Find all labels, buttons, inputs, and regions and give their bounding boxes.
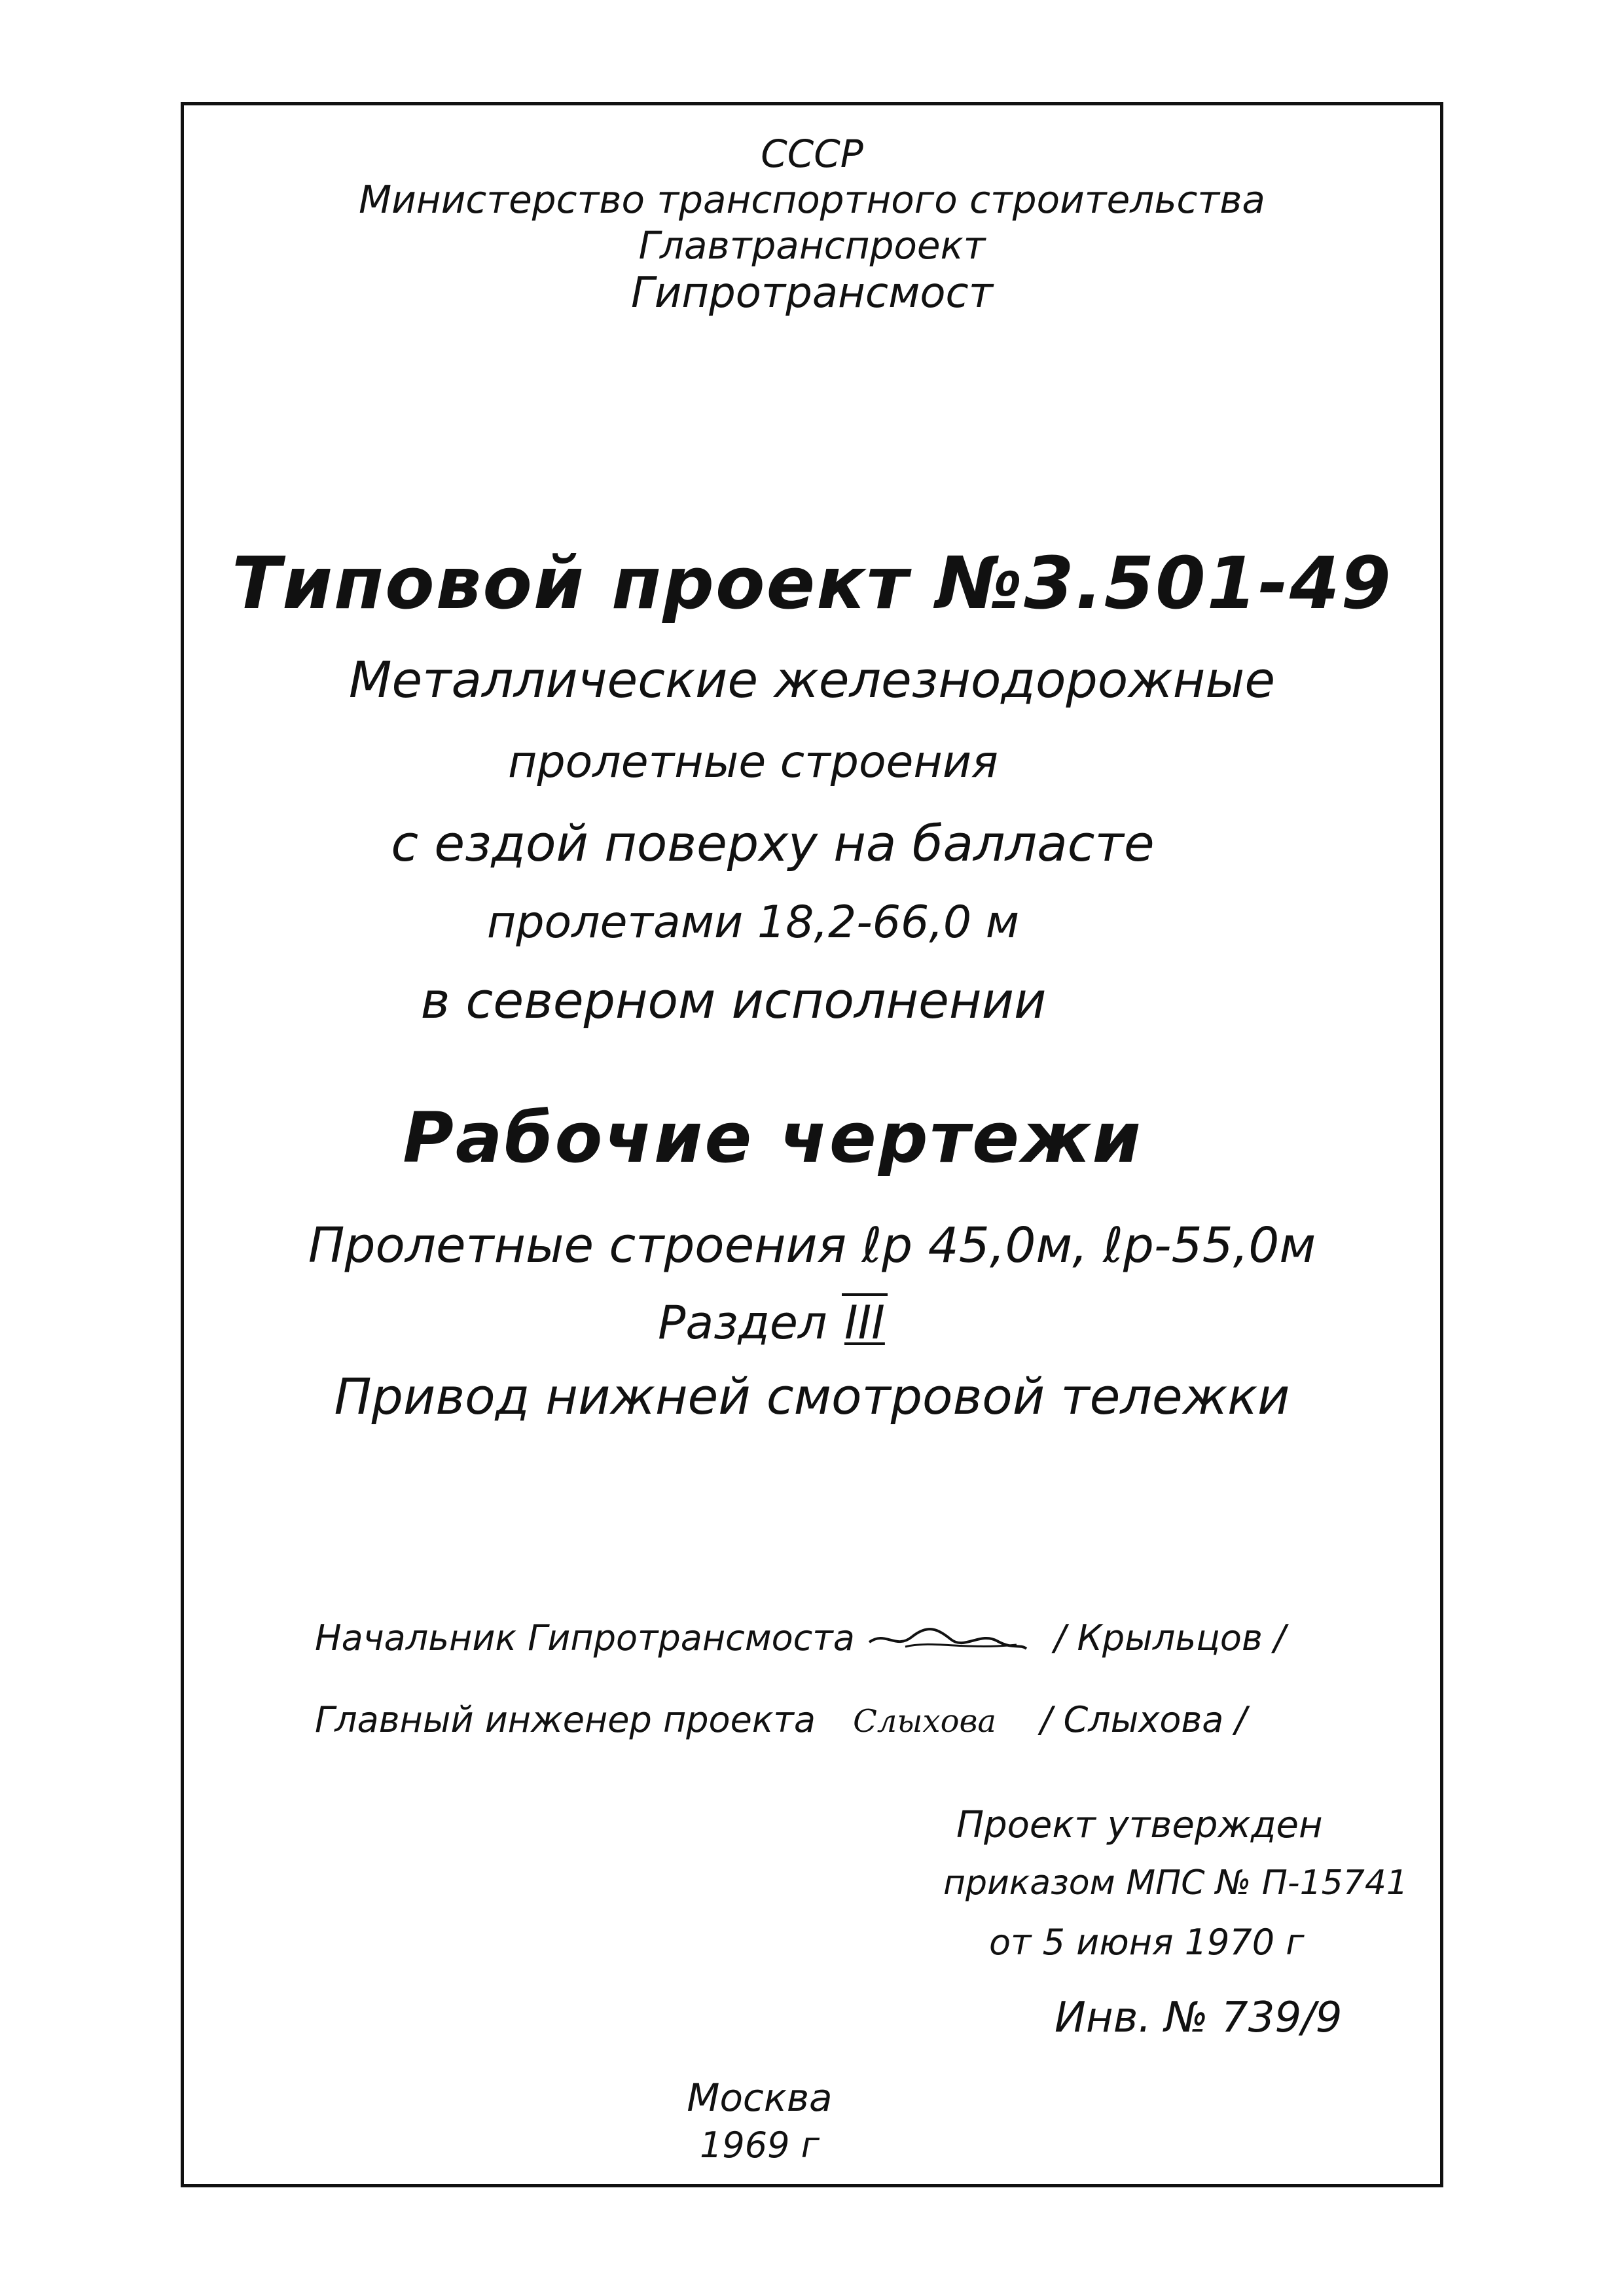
header-ministry: Министерство транспортного строительства — [359, 177, 1265, 222]
project-subtitle-line-1: Металлические железнодорожные — [348, 651, 1276, 709]
header-institute: Гипротрансмост — [631, 269, 993, 317]
signature-role-engineer: Главный инженер проекта — [315, 1699, 816, 1740]
signature-row-engineer — [315, 1699, 1247, 1740]
section-number: III — [842, 1293, 888, 1350]
section-title: Привод нижней смотровой тележки — [334, 1367, 1290, 1426]
section-line — [145, 1296, 1401, 1350]
signature-role-chief: Начальник Гипротрансмоста — [315, 1617, 855, 1659]
signature-name-chief: / Крыльцов / — [1054, 1617, 1286, 1659]
footer-city: Москва — [687, 2075, 833, 2120]
project-title: Типовой проект №3.501-49 — [232, 541, 1392, 625]
header-department: Главтранспроект — [638, 223, 986, 268]
spans-line: Пролетные строения ℓр 45,0м, ℓр-55,0м — [308, 1217, 1316, 1274]
section-prefix: Раздел — [658, 1296, 827, 1350]
signature-scribble-icon — [866, 1617, 1030, 1663]
project-subtitle-line-4: пролетами 18,2-66,0 м — [486, 897, 1020, 948]
footer-year: 1969 г — [700, 2125, 820, 2166]
approval-line-1: Проект утвержден — [956, 1804, 1323, 1846]
header-country: СССР — [761, 132, 863, 176]
approval-line-2: приказом МПС № П-15741 — [943, 1863, 1408, 1903]
working-drawings-heading: Рабочие чертежи — [403, 1098, 1143, 1178]
project-subtitle-line-3: с ездой поверху на балласте — [391, 814, 1155, 872]
project-subtitle-line-5: в северном исполнении — [420, 971, 1047, 1030]
title-sheet-frame — [181, 102, 1443, 2187]
signature-handwritten-engineer: Слыхова — [853, 1703, 997, 1740]
signature-row-chief — [315, 1617, 1286, 1663]
approval-line-3: от 5 июня 1970 г — [989, 1922, 1305, 1963]
signature-name-engineer: / Слыхова / — [1040, 1699, 1247, 1740]
inventory-number: Инв. № 739/9 — [1055, 1994, 1343, 2042]
project-subtitle-line-2: пролетные строения — [508, 736, 998, 788]
